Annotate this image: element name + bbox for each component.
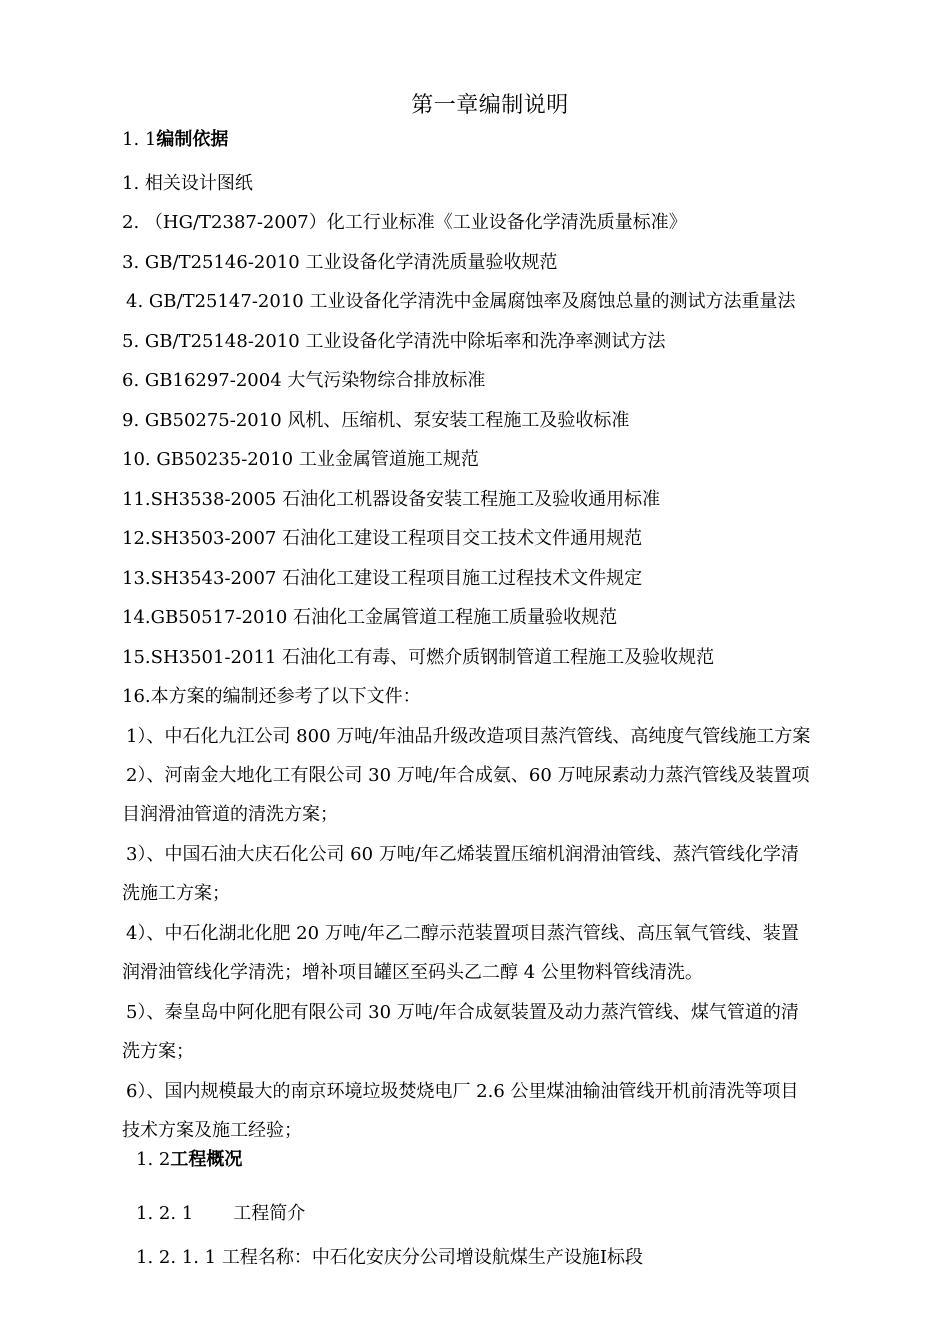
section-heading-1-1 bbox=[122, 128, 228, 152]
reference-line: 5）、秦皇岛中阿化肥有限公司 30 万吨/年合成氨装置及动力蒸汽管线、煤气管道的清 bbox=[126, 1002, 799, 1023]
basis-item: 6. GB16297-2004 大气污染物综合排放标准 bbox=[122, 370, 486, 391]
basis-item: 12.SH3503-2007 石油化工建设工程项目交工技术文件通用规范 bbox=[122, 528, 643, 549]
basis-item: 2. （HG/T2387-2007）化工行业标准《工业设备化学清洗质量标准》 bbox=[122, 212, 687, 233]
section-title: 工程简介 bbox=[233, 1203, 306, 1224]
basis-item: 9. GB50275-2010 风机、压缩机、泵安装工程施工及验收标准 bbox=[122, 410, 630, 431]
basis-item: 10. GB50235-2010 工业金属管道施工规范 bbox=[122, 449, 479, 470]
reference-line: 4）、中石化湖北化肥 20 万吨/年乙二醇示范装置项目蒸汽管线、高压氧气管线、装置 bbox=[126, 923, 799, 944]
basis-item: 5. GB/T25148-2010 工业设备化学清洗中除垢率和洗净率测试方法 bbox=[122, 331, 666, 352]
section-title: 编制依据 bbox=[156, 129, 229, 150]
reference-line: 洗方案； bbox=[122, 1041, 194, 1062]
basis-item: 13.SH3543-2007 石油化工建设工程项目施工过程技术文件规定 bbox=[122, 568, 643, 589]
section-heading-1-2-1 bbox=[136, 1202, 305, 1226]
basis-item: 11.SH3538-2005 石油化工机器设备安装工程施工及验收通用标准 bbox=[122, 489, 661, 510]
basis-item: 1. 相关设计图纸 bbox=[122, 173, 253, 194]
reference-line: 目润滑油管道的清洗方案； bbox=[122, 804, 338, 825]
section-number: 1. 2. 1 bbox=[136, 1203, 194, 1224]
reference-line: 3）、中国石油大庆石化公司 60 万吨/年乙烯装置压缩机润滑油管线、蒸汽管线化学清 bbox=[126, 844, 799, 865]
reference-line: 2）、河南金大地化工有限公司 30 万吨/年合成氨、60 万吨尿素动力蒸汽管线及装置项 bbox=[126, 765, 810, 786]
basis-item: 4. GB/T25147-2010 工业设备化学清洗中金属腐蚀率及腐蚀总量的测试方法重量法 bbox=[126, 291, 796, 312]
basis-item: 16.本方案的编制还参考了以下文件： bbox=[122, 686, 421, 707]
reference-line: 6）、国内规模最大的南京环境垃圾焚烧电厂 2.6 公里煤油输油管线开机前清洗等项目 bbox=[126, 1081, 799, 1102]
section-number: 1. 1 bbox=[122, 129, 157, 150]
basis-item: 3. GB/T25146-2010 工业设备化学清洗质量验收规范 bbox=[122, 252, 558, 273]
reference-line: 1）、中石化九江公司 800 万吨/年油品升级改造项目蒸汽管线、高纯度气管线施工方案 bbox=[126, 726, 811, 747]
project-name-line: 1. 2. 1. 1 工程名称：中石化安庆分公司增设航煤生产设施Ⅰ标段 bbox=[136, 1247, 643, 1268]
reference-line: 洗施工方案； bbox=[122, 883, 230, 904]
section-number: 1. 2 bbox=[136, 1149, 171, 1170]
basis-item: 15.SH3501-2011 石油化工有毒、可燃介质钢制管道工程施工及验收规范 bbox=[122, 647, 715, 668]
basis-item: 14.GB50517-2010 石油化工金属管道工程施工质量验收规范 bbox=[122, 607, 618, 628]
section-title: 工程概况 bbox=[170, 1149, 243, 1170]
section-heading-1-2 bbox=[136, 1148, 242, 1172]
chapter-title: 第一章编制说明 bbox=[411, 93, 569, 118]
reference-line: 润滑油管线化学清洗；增补项目罐区至码头乙二醇 4 公里物料管线清洗。 bbox=[122, 962, 703, 983]
reference-line: 技术方案及施工经验； bbox=[122, 1120, 302, 1141]
